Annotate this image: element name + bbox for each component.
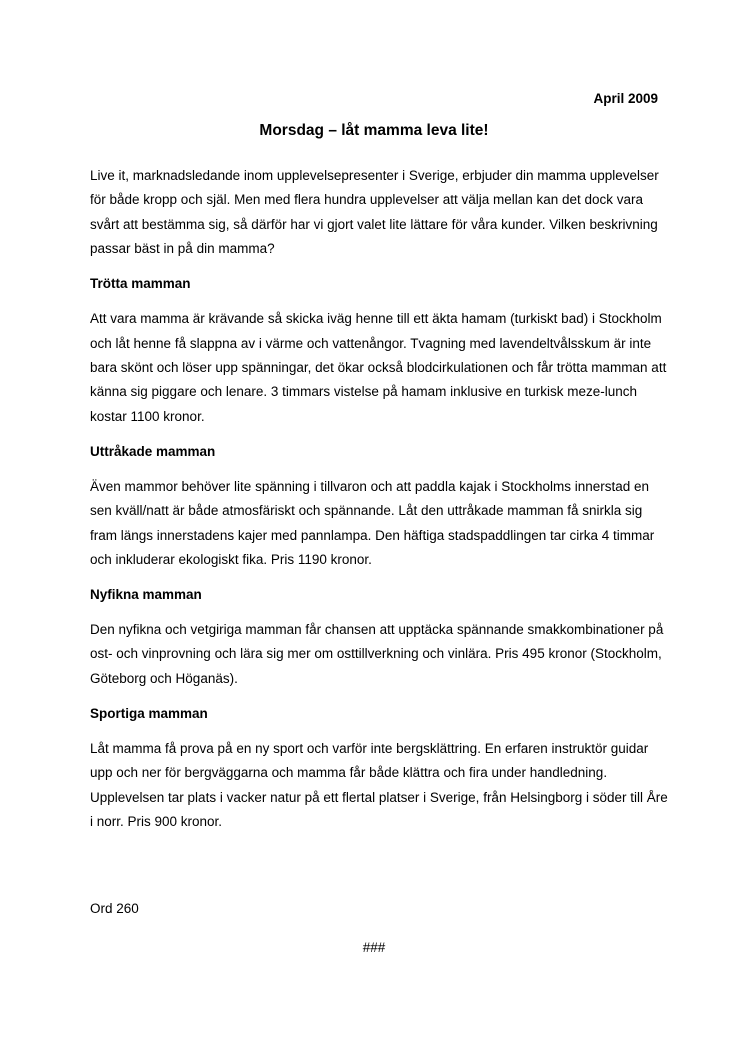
- section-heading-trotta: Trötta mamman: [90, 276, 191, 292]
- end-mark: ###: [362, 940, 386, 955]
- section-heading-uttrakade: Uttråkade mamman: [90, 443, 216, 459]
- section-text-uttrakade: Även mammor behöver lite spänning i tillvaron och att paddla kajak i Stockholms innerstad en sen kväll/natt är både atmosfäriskt och spännande. Låt den uttråkade mamman få snirkla sig fram längs innerstadens kajer med pannlampa. Den häftiga stadspaddlingen tar cirka 4 timmar och inkluderar ekologiskt fika. Pris 1190 kronor.: [90, 478, 655, 568]
- document-title: Morsdag – låt mamma leva lite!: [259, 122, 489, 139]
- section-heading-sportiga: Sportiga mamman: [90, 705, 208, 721]
- section-text-nyfikna: Den nyfikna och vetgiriga mamman får chansen att upptäcka spännande smakkombinationer på ost- och vinprovning och lära sig mer om osttillverkning och vinlära. Pris 495 kronor (Stockholm, Göteborg och Höganäs).: [90, 622, 664, 686]
- document-page: [90, 0, 668, 1056]
- document-date: April 2009: [593, 91, 658, 106]
- word-count: Ord 260: [90, 901, 139, 916]
- intro-paragraph: Live it, marknadsledande inom upplevelsepresenter i Sverige, erbjuder din mamma upplevelser för både kropp och själ. Men med flera hundra upplevelser att välja mellan kan det dock vara svårt att bestämma sig, så därför har vi gjort valet lite lättare för våra kunder. Vilken beskrivning passar bäst in på din mamma?: [90, 168, 659, 257]
- section-text-trotta: Att vara mamma är krävande så skicka iväg henne till ett äkta hamam (turkiskt bad) i Stockholm och låt henne få slappna av i värme och vattenångor. Tvagning med lavendeltvålsskum är inte bara skönt och löser upp spänningar, det ökar också blodcirkulationen och får trötta mamman att känna sig piggare och lenare. 3 timmars vistelse på hamam inklusive en turkisk meze-lunch kostar 1100 kronor.: [90, 311, 667, 424]
- section-heading-nyfikna: Nyfikna mamman: [90, 587, 202, 603]
- document-body: [90, 164, 670, 845]
- section-text-sportiga: Låt mamma få prova på en ny sport och varför inte bergsklättring. En erfaren instruktör guidar upp och ner för bergväggarna och mamma får både klättra och fira under handledning. Upplevelsen tar plats i vacker natur på ett flertal platser i Sverige, från Helsingborg i söder till Åre i norr. Pris 900 kronor.: [90, 740, 668, 830]
